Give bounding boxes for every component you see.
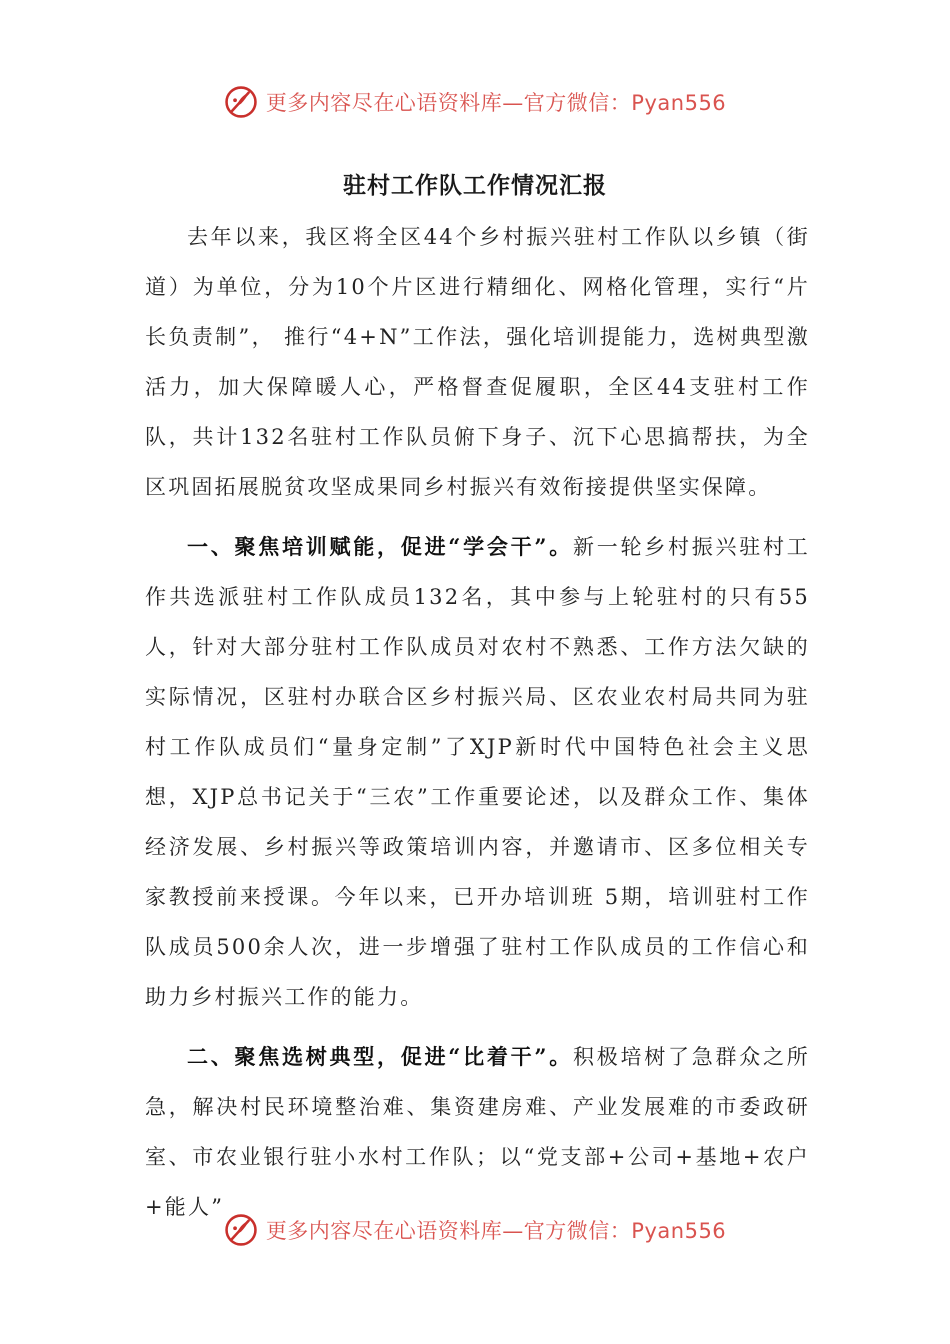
- quill-logo-icon: [224, 85, 258, 119]
- document-body: [145, 212, 810, 1242]
- quill-logo-icon: [224, 1213, 258, 1247]
- section-1-body: 新一轮乡村振兴驻村工作共选派驻村工作队成员132名，其中参与上轮驻村的只有55人，针对大部分驻村工作队成员对农村不熟悉、工作方法欠缺的实际情况，区驻村办联合区乡村振兴局、区农业农村局共同为驻村工作队成员们“量身定制”了XJP新时代中国特色社会主义思想，XJP总书记关于“三农”工作重要论述，以及群众工作、集体经济发展、乡村振兴等政策培训内容，并邀请市、区多位相关专家教授前来授课。今年以来，已开办培训班 5期，培训驻村工作队成员500余人次，进一步增强了驻村工作队成员的工作信心和助力乡村振兴工作的能力。: [145, 535, 810, 1009]
- footer-banner-text: 更多内容尽在心语资料库—官方微信：Pyan556: [265, 1219, 727, 1243]
- section-2-heading: 二、聚焦选树典型，促进“比着干”。: [187, 1044, 573, 1069]
- intro-paragraph: 去年以来，我区将全区44个乡村振兴驻村工作队以乡镇（街道）为单位，分为10个片区进行精细化、网格化管理，实行“片长负责制”， 推行“4+N”工作法，强化培训提能力，选树典型激活力，加大保障暖人心，严格督查促履职，全区44支驻村工作队，共计132名驻村工作队员俯下身子、沉下心思搞帮扶，为全区巩固拓展脱贫攻坚成果同乡村振兴有效衔接提供坚实保障。: [145, 225, 810, 499]
- footer-banner: [0, 1210, 950, 1250]
- section-2-body: 积极培树了急群众之所急，解决村民环境整治难、集资建房难、产业发展难的市委政研室、市农业银行驻小水村工作队；以“党支部+公司+基地+农户+能人”: [145, 1045, 810, 1219]
- header-banner: [0, 82, 950, 122]
- section-1-heading: 一、聚焦培训赋能，促进“学会干”。: [187, 534, 573, 559]
- section-2-paragraph: [145, 1032, 810, 1232]
- header-banner-text: 更多内容尽在心语资料库—官方微信：Pyan556: [265, 91, 727, 115]
- section-1-paragraph: [145, 522, 810, 1022]
- document-title: 驻村工作队工作情况汇报: [343, 172, 607, 200]
